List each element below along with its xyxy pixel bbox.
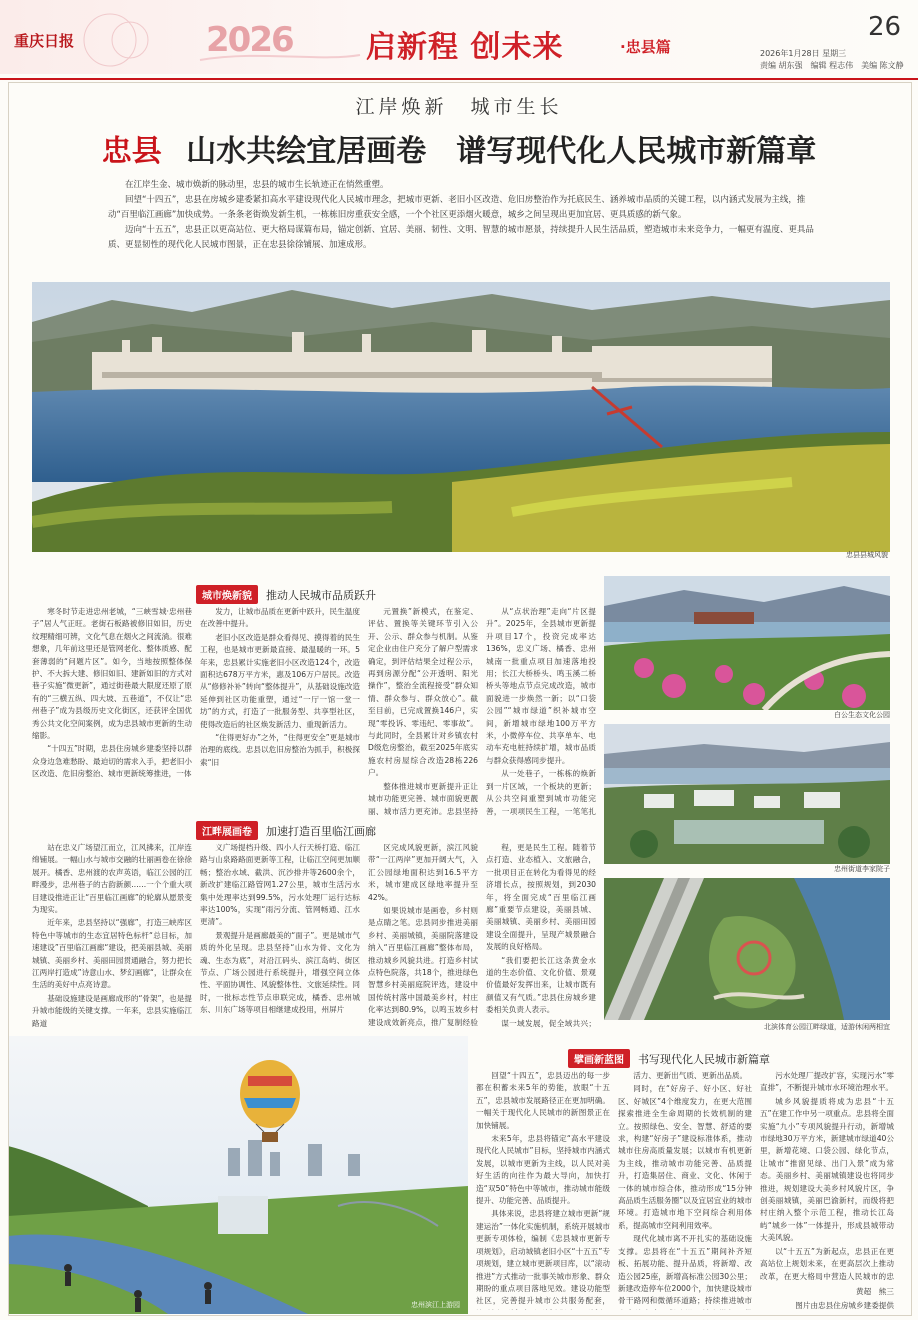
lede-paragraph: 回望“十四五”，忠县在房城乡建委紧扣高水平建设现代化人民城市理念，把城市更新、老旧小区改造、危旧房整治作为托底民生、涵养城市品质的关键工程，以内涵式发展为主线，推动“百里临江画廊”加快成势。一条条老街焕发新生机，一栋栋旧房重获安全感，一个个社区更添烟火暖意，城乡之间呈现出更加宜居、更具质感的新气象。 [108, 195, 806, 220]
masthead-slogan: 启新程 创未来 [366, 30, 564, 65]
section-title: 书写现代化人民城市新篇章 [638, 1053, 770, 1066]
headline-place: 忠县 [101, 134, 162, 169]
dateline: 2026年1月28日 星期三 [760, 49, 847, 58]
section-blueprint-header [568, 1048, 898, 1068]
article-paragraph: 义广场提档升级、四小人行天桥打造、临江路与山泉路路面更新等工程，让临江空间更加顺畅；整治水域、截洪、沉沙排井等2600余个，新改扩建临江路管网1.27公里，城市生活污水集中处理率达到99.5%，污水处理厂运行达标率达100%，实现“雨污分流、管网畅通、江水更清”。 [200, 843, 360, 927]
headline-title: 山水共绘宜居画卷 谱写现代化人民城市新篇章 [186, 134, 817, 169]
page-number: 26 [868, 12, 902, 42]
article-paragraph: “十四五”时期，忠县住房城乡建委坚持以群众身边急难愁盼、最迫切的需求入手，把老旧小区改造、危旧房整治、城市更新统筹推进，一体 [32, 744, 192, 779]
masthead [0, 0, 918, 74]
photo-riverside-park [8, 1036, 468, 1314]
main-photo-city-panorama [32, 282, 890, 552]
article-paragraph: 活力、更新出气质、更新出品质。 [633, 1071, 748, 1080]
article-column [760, 1070, 894, 1284]
masthead-rule [0, 78, 918, 80]
article-paragraph: “我们要把长江这条黄金水道的生态价值、文化价值、景观价值最好发挥出来，让城市既有颜值又有气质。”忠县住房城乡建委相关负责人表示。 [486, 955, 596, 1015]
section-title: 推动人民城市品质跃升 [266, 589, 376, 602]
article-paragraph: 以“十五五”为新起点，忠县正在更高站位上规划未来，在更高层次上推动改革，在更大格局中营造人民城市的忠 [760, 1246, 894, 1281]
photo-caption: 忠州滨江上游园 [411, 1301, 460, 1309]
article-column [486, 842, 596, 1028]
page-title [0, 126, 918, 170]
article-paragraph: 谋一域发展，促全域共兴； [501, 1018, 596, 1028]
article-paragraph: 现代化城市离不开扎实的基础设施支撑。忠县将在“十五五”期间补齐短板、拓展功能、提升品质，将新增、改造公园25座，新增高标准公园30公里；新建改造停车位2000个，加快建设城市骨干路网和微循环道路；持续推进城市 [618, 1234, 752, 1306]
section-riverside-header [196, 820, 596, 840]
article-column [618, 1070, 752, 1310]
photo-caption: 北滨体育公园江畔绿道，适游休闲两相宜 [764, 1023, 890, 1031]
photo-caption: 忠州街道李家院子 [834, 865, 890, 873]
byline: 黄超 熊三 [856, 1287, 894, 1296]
article-column [368, 842, 478, 1028]
photo-credit: 图片由忠县住房城乡建委提供 [795, 1301, 894, 1310]
section-tag: 擘画新蓝图 [568, 1049, 630, 1068]
article-column [200, 606, 360, 816]
article-paragraph: 从“点状治理”走向“片区提升”。2025年，全县城市更新提升项目17个，投资完成率达136%，忠义广场、橘香、忠州城南一批重点项目加速落地投用；长江大桥桥头、鸣玉溪二桥桥头等地点节点完成改造，城市面貌进一步焕然一新；以“口袋公园”“城市绿道”织补城市空间，新增城市绿地100万平方米，小微停车位、共享单车、电动车充电桩持续扩增，城市品质与群众获得感同步提升。 [486, 607, 596, 765]
section-tag: 江畔展画卷 [196, 821, 258, 840]
article-column [486, 606, 596, 816]
lijia-courtyard-image [604, 724, 890, 864]
article-column [200, 842, 360, 1028]
lede-paragraph: 迈向“十五五”，忠县正以更高站位、更大格局谋篇布局，锚定创新、宜居、美丽、韧性、文明、智慧的城市愿景，持续提升人民生活品质，塑造城市未来竞争力，一幅更有温度、更具品质、更显韧性的现代化人民城市图景，正在忠县徐徐铺展、加速成形。 [108, 225, 814, 250]
city-panorama-image [32, 282, 890, 552]
article-paragraph: 具体来说，忠县将建立城市更新“规建运治”一体化实施机制，系统开展城市更新专项体检，编制《忠县城市更新专项规划》，启动城镇老旧小区“十五五”专项规划，建立城市更新项目库，以“滚动推进”方式推动一批事关城市形象、群众期盼的重点项目落地见效。建设功能型社区，完善提升城市公共服务配套， [476, 1209, 610, 1306]
article-paragraph: 程，更是民生工程。随着节点打造、业态植入、文旅融合，一批项目正在转化为看得见的经济增长点，按照规划，到2030年，将全面完成“百里临江画廊”重要节点建设，美丽县城、美丽城镇、美丽乡村、美丽田园建设全面提升，呈现产城景融合发展的良好格局。 [486, 843, 596, 952]
article-paragraph: 基础设施建设是画廊成形的“骨架”，也是提升城市能级的关键支撑。一年来，忠县实施临江路道 [32, 993, 192, 1028]
article-paragraph: “住得更好办”之外，“住得更安全”更是城市治理的底线。忠县以危旧房整治为抓手，积极探索“旧 [200, 733, 360, 767]
article-column [32, 842, 192, 1028]
editor-credits: 责编 胡东强 编辑 程志伟 美编 陈文静 [760, 61, 904, 70]
beibin-greenway-image [604, 878, 890, 1020]
section-title: 加速打造百里临江画廊 [266, 825, 376, 838]
article-paragraph: 同时，在“好房子、好小区、好社区、好城区”4个维度发力，在更大范围探索推进全生命周期的长效机制的建立。按照绿色、安全、智慧、舒适的要求，构建“好房子”建设标准体系，推动城市住房高质量发展；以城市有机更新为主线，推动城市功能完善、品质提升，打造集居住、商业、文化、休闲于一体的城市综合体，推动形成“15分钟高品质生活服务圈”以及宜居宜业的城市环境。打造城市地下空间综合利用体系，提高城市空间利用效率。 [618, 1084, 752, 1230]
lede [108, 178, 820, 253]
newspaper-logo: 重庆日报 [14, 32, 75, 50]
article-column [476, 1070, 610, 1310]
riverside-park-image [8, 1036, 468, 1314]
article-paragraph: 未来5年，忠县将锚定“高水平建设现代化人民城市”目标，坚持城市内涵式发展，以城市更新为主线，以人民对美好生活的向往作为最大导向，加快打造“双50”特色中等城市，推动城市能级提升、功能完善、品质提升。 [476, 1134, 610, 1206]
article-paragraph: 元置换”新模式，在鉴定、评估、置换等关键环节引入公开、公示、群众参与机制。从鉴定企业由住户充分了解户型需求确定，到评估结果全过程公示，再到房源分配“公开透明、阳光操作”，整治全流程接受“群众知情、群众参与、群众放心”。截至目前，已完成置换146户，实现“零投诉、零违纪、零事故”。与此同时，全县累计对乡镇农村D级危房整治，截至2025年底实施农村房屋综合改造28栋226户。 [368, 607, 478, 778]
article-paragraph: 景观提升是画廊最美的“面子”。更是城市气质的外化呈现。忠县坚持“山水为骨、文化为魂、生态为底”，对沿江码头、滨江岛屿、街区节点、广场公园进行系统提升，增强空间立体性、平面协调性、风貌整体性、文旅延续性。同时，一批标志性节点串联完成，橘香、忠州城东、川东广场等项目相继建成投用，州屏片 [200, 930, 360, 1015]
photo-beibin-greenway [604, 878, 890, 1020]
photo-caption: 白公生态文化公园 [834, 711, 890, 719]
article-paragraph: 城乡风貌提质将成为忠县“十五五”在建工作中另一项重点。忠县将全面实施“九小”专项风貌提升行动，新增城市绿地30万平方米，新建城市绿道40公里，新增花境、口袋公园、绿化节点，让城市“推窗见绿、出门入景”成为常态。美丽乡村、美丽城镇建设也将同步推进，规划建设大美乡村风貌片区，争创美丽城镇，美丽巴渝新村，而级将把村庄纳入整个示范工程，推动长江岛屿“城乡一体”一体提升，形成县城带动大美风貌。 [760, 1096, 894, 1243]
article-paragraph: 寒冬时节走进忠州老城，“三峡雪城·忠州巷子”居人气正旺。老街石板路被修旧如旧，历史纹理精细可辨，文化气息在烟火之间流淌。很难想象，几年前这里还是管网老化、整体质感、配套薄弱的“问题片区”。如今，当地按照整体保护、不大拆大建、修旧如旧、建新如旧的方式对巷子实施“微更新”，通过街巷最大限度还原了原有的“三横五纵、四大坡、五巷道”，不仅让“忠州巷子”成为县级历史文化街区，还获评全国优秀公共文化空间案例，成为忠县城市更新的生动缩影。 [32, 607, 192, 741]
section-tag: 城市焕新貌 [196, 585, 258, 604]
article-paragraph: 老旧小区改造是群众看得见、摸得着的民生工程，也是城市更新最直接、最温暖的一环。5年来，忠县累计实施老旧小区改造124个，改造面积达678万平方米，惠及106万户居民。改造从“修修补补”转向“整体提升”，从基础设施改造延伸到社区功能重塑，通过“一厅一馆一堂一坊”的方式，打造了一批服务型、共享型社区，使得改造后的社区焕发新活力、重现新活力。 [200, 632, 360, 729]
article-paragraph: 整体推进城市更新提升正让城市功能更完善、城市面貌更靓丽、城市活力更充沛。忠县坚持 [368, 781, 478, 816]
article-paragraph: 回望“十四五”，忠县迈出的每一步都在积蓄未来5年的势能，放眼“十五五”，忠县城市发展路径正在更加明确。一幅关于现代化人民城市的新图景正在加快铺展。 [476, 1071, 610, 1130]
article-paragraph: 近年来，忠县坚持以“强廊”，打造三峡库区特色中等城市的生态宜居特色标杆“总目标，加速建设”百里临江画廊“建设，把美丽县城、美丽城镇、美丽乡村、美丽田园贯通融合，努力把长江两岸打造成”诗意山水、梦幻画廊“，让群众在生活的美好中点亮诗意。 [32, 918, 192, 990]
article-paragraph: 从一处巷子，一栋栋的焕新到一片区域，一个板块的更新；从公共空间重塑到城市功能完善，一项项民生工程，一笔笔扎 [486, 769, 596, 816]
article-paragraph: 发力，让城市品质在更新中跃升，民生温度在改善中提升。 [200, 607, 360, 629]
kicker: 江岸焕新 城市生长 [355, 96, 563, 118]
baigong-park-image [604, 576, 890, 710]
masthead-edition: ·忠县篇 [620, 38, 671, 56]
article-paragraph: 区完成风貌更新，滨江风貌带“一江两岸”更加开阔大气，入汇公园绿地面积达到16.5平方米，城市建成区绿地率提升至42%。 [368, 843, 478, 902]
article-column [32, 606, 192, 816]
photo-lijia-courtyard [604, 724, 890, 864]
article-paragraph: 污水处理厂提改扩容，实现污水“零直排”，不断提升城市水环境治理水平。 [760, 1071, 894, 1093]
photo-baigong-park [604, 576, 890, 710]
article-paragraph: 站在忠义广场望江而立，江风拂来，江岸连绵铺展。一幅山水与城市交融的壮丽画卷在徐徐展开。橘香、忠州渡的农声英语，临江公园的江畔漫步，忠州巷子的古韵新颜……一个个重大项目建设推进正让“百里临江画廊”的轮廓从愿景变为现实。 [32, 843, 192, 915]
article-column [368, 606, 478, 816]
article-paragraph: 如果说城市是画卷，乡村则是点睛之笔。忠县同步推进美丽乡村、美丽城镇，美丽院落建设纳入“百里临江画廊”整体布局，推动城乡风貌共进。打造乡村试点特色院落，共18个，推进绿色智慧乡村美丽庭院评选，建设中国传统村落中国最美乡村，村庄化率达到80.9%，以鸣玉坡乡村建设成效新亮点，推广复制经验 [368, 906, 478, 1027]
lede-paragraph: 在江岸生金、城市焕新的脉动里，忠县的城市生长轨迹正在悄然重塑。 [125, 180, 389, 190]
main-photo-caption: 忠县县城风貌 [846, 551, 888, 559]
section-city-renewal-header [196, 584, 596, 604]
masthead-year: 2026 [206, 20, 293, 60]
